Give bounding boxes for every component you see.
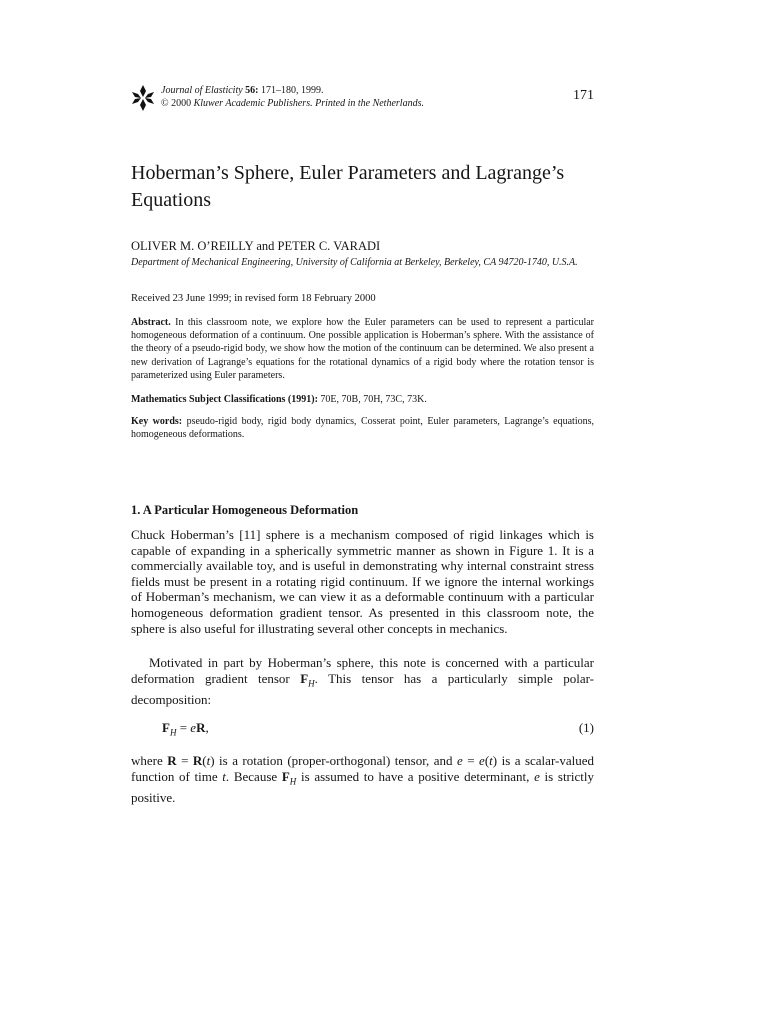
journal-name: Journal of Elasticity [161, 85, 243, 96]
publisher-name: Kluwer Academic Publishers. Printed in the Netherlands. [193, 98, 424, 109]
paragraph-3-text-b: is a rotation (proper-orthogonal) tensor, and [214, 753, 457, 768]
paragraph-3-text-f: is strictly positive. [131, 768, 594, 805]
paragraph-3-text-d: . Because [225, 768, 282, 784]
paragraph-3-text-c: is a scalar-valued function of time [131, 753, 594, 784]
key-words [131, 415, 594, 441]
abstract [131, 316, 594, 382]
paragraph-2-text-a: Motivated in part by Hoberman’s sphere, this note is concerned with a particular deformation gradient tensor [131, 655, 594, 686]
journal-volume: 56: [245, 85, 259, 96]
journal-citation [161, 84, 424, 110]
subject-classifications [131, 393, 594, 406]
keywords-label: Key words: [131, 416, 183, 427]
author-list: OLIVER M. O’REILLY and PETER C. VARADI [131, 239, 381, 253]
abstract-label: Abstract. [131, 317, 171, 328]
msc-text: 70E, 70B, 70H, 73C, 73K. [317, 394, 427, 405]
keywords-text: pseudo-rigid body, rigid body dynamics, Cosserat point, Euler parameters, Lagrange’s equations, homogeneous deformations. [131, 416, 594, 441]
copyright-line: © 2000 [161, 98, 194, 109]
paragraph-3-text-a: where [131, 753, 168, 768]
paragraph-1: Chuck Hoberman’s [11] sphere is a mechanism composed of rigid linkages which is capable of expanding in a spherically symmetric manner as shown in Figure 1. It is a commercially available toy, and is useful in demonstrating why internal constraint stress fields must be present in a rotating rigid continuum. If we ignore the internal workings of Hoberman’s mechanism, we can view it as a deformable continuum with a particular homogeneous deformation gradient tensor. As presented in this classroom note, the sphere is also useful for illustrating several other concepts in mechanics. [131, 527, 594, 636]
equation-1: $F_H$ = eR, [162, 720, 209, 738]
paragraph-2-text-b: . This tensor has a particularly simple polar-decomposition: [131, 670, 594, 707]
publisher-logo [131, 84, 155, 112]
journal-pages-year: 171–180, 1999. [258, 85, 324, 96]
page-number: 171 [573, 88, 594, 103]
author-affiliation: Department of Mechanical Engineering, University of California at Berkeley, Berkeley, CA 94720-1740, U.S.A. [131, 257, 578, 268]
section-heading: 1. A Particular Homogeneous Deformation [131, 503, 359, 517]
received-dates: Received 23 June 1999; in revised form 18 February 2000 [131, 293, 376, 304]
equation-number: (1) [578, 720, 594, 735]
abstract-text: In this classroom note, we explore how the Euler parameters can be used to represent a particular homogeneous deformation of a continuum. One possible application is Hoberman’s sphere. With the assistance of the theory of a pseudo-rigid body, we show how the motion of the continuum can be determined. We also present a new derivation of Lagrange’s equations for the rotational dynamics of a rigid body where the rotation tensor is parameterized using Euler parameters. [131, 317, 594, 381]
paragraph-3-text-e: is assumed to have a positive determinant, [296, 768, 535, 784]
article-title: Hoberman’s Sphere, Euler Parameters and Lagrange’s Equations [131, 162, 565, 211]
paragraph-3: where R = R(t) is a rotation (proper-orthogonal) tensor, and e = e(t) is a scalar-valued function of time t. Because $F_H$ is assumed to have a positive determinant, e is strictly positive. [131, 753, 594, 805]
paragraph-2: Motivated in part by Hoberman’s sphere, this note is concerned with a particular deformation gradient tensor $F_H$. This tensor has a particularly simple polar-decomposition: [131, 655, 594, 707]
msc-label: Mathematics Subject Classifications (1991): [131, 394, 318, 405]
